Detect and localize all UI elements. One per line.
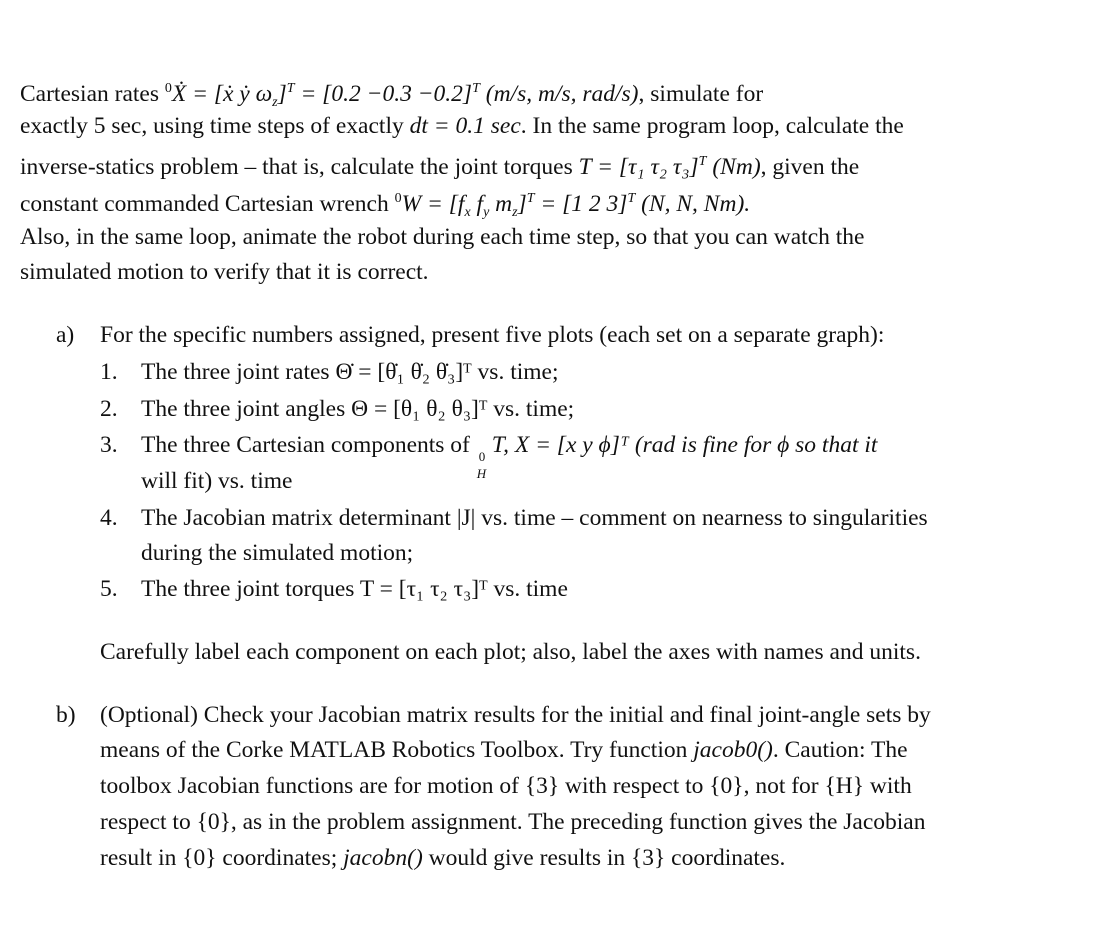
- bracket: ]: [517, 191, 527, 217]
- list-item-text: T, X = [x y ϕ]ᵀ (rad is fine for ϕ so that it: [491, 432, 878, 458]
- intro-text: inverse-statics problem – that is, calculate the joint torques: [20, 154, 579, 180]
- part-a-text: For the specific numbers assigned, present five plots (each set on a separate graph):: [100, 322, 885, 348]
- bracket: ]: [277, 81, 287, 107]
- list-item-jacobian: The Jacobian matrix determinant |J| vs. time – comment on nearness to singularities: [141, 505, 928, 531]
- subscript-z: z: [272, 95, 278, 110]
- part-b-text: result in {0} coordinates;: [100, 845, 344, 871]
- list-item-joint-angles: The three joint angles Θ = [θ₁ θ₂ θ₃]ᵀ vs. time;: [141, 396, 575, 422]
- part-b-line-3: toolbox Jacobian functions are for motion of {3} with respect to {0}, not for {H} with: [100, 773, 912, 799]
- transpose-sup: T: [286, 81, 295, 96]
- list-item-number: 4.: [100, 505, 118, 531]
- rate-vector: Ẋ = [ẋ ẏ ω: [171, 81, 273, 107]
- wrench-fy: f: [470, 191, 484, 217]
- rate-units: (m/s, m/s, rad/s): [479, 81, 639, 107]
- intro-text: . In the same program loop, calculate the: [520, 113, 904, 139]
- wrench-mz: m: [489, 191, 513, 217]
- part-b-text: . Caution: The: [772, 737, 908, 763]
- list-item-number: 3.: [100, 432, 118, 458]
- list-item-number: 2.: [100, 396, 118, 422]
- prescript-bottom: H: [476, 466, 487, 481]
- intro-text: constant commanded Cartesian wrench: [20, 191, 395, 217]
- intro-line-6: simulated motion to verify that it is correct.: [20, 259, 429, 285]
- transpose-sup: T: [526, 191, 535, 206]
- part-b-line-2: [100, 735, 908, 765]
- transpose-sup: T: [627, 191, 636, 206]
- transpose-sup: T: [472, 81, 480, 96]
- function-name: jacob0(): [693, 737, 773, 763]
- part-a-note: Carefully label each component on each plot; also, label the axes with names and units.: [100, 639, 921, 665]
- part-b-line-4: respect to {0}, as in the problem assignment. The preceding function gives the Jacobian: [100, 809, 926, 835]
- list-item-torques: The three joint torques T = [τ₁ τ₂ τ₃]ᵀ vs. time: [141, 576, 568, 602]
- rate-values: = [0.2 −0.3 −0.2]: [294, 81, 473, 107]
- intro-line-3: [20, 147, 859, 182]
- part-a-label: a): [56, 322, 75, 348]
- intro-line-2: [20, 111, 904, 141]
- subscript-x: x: [464, 205, 471, 220]
- intro-text: exactly 5 sec, using time steps of exactly: [20, 113, 410, 139]
- list-item-text: The three Cartesian components of: [141, 432, 476, 458]
- function-name: jacobn(): [343, 845, 423, 871]
- subscript-y: y: [483, 205, 490, 220]
- wrench-units: (N, N, Nm).: [635, 191, 751, 217]
- wrench-vector: W = [f: [401, 191, 465, 217]
- torque-vector: T = [τ₁ τ₂ τ₃]: [578, 154, 699, 180]
- prescript-top: 0: [478, 449, 486, 464]
- part-b-line-1: (Optional) Check your Jacobian matrix results for the initial and final joint-angle sets by: [100, 702, 931, 728]
- part-b-text: means of the Corke MATLAB Robotics Toolbox. Try function: [100, 737, 694, 763]
- wrench-values: = [1 2 3]: [534, 191, 628, 217]
- intro-text: , given the: [760, 154, 860, 180]
- part-b-text: would give results in {3} coordinates.: [422, 845, 786, 871]
- part-b-line-5: [100, 843, 785, 873]
- intro-text: , simulate for: [638, 81, 764, 107]
- list-item-number: 1.: [100, 359, 118, 385]
- intro-text: Cartesian rates: [20, 81, 165, 107]
- part-b-label: b): [56, 702, 76, 728]
- list-item-jacobian-cont: during the simulated motion;: [141, 540, 414, 566]
- frame-superscript: 0: [164, 81, 172, 96]
- torque-units: (Nm): [706, 154, 761, 180]
- subscript-z: z: [512, 205, 518, 220]
- list-item-joint-rates: The three joint rates Θ̇ = [θ̇₁ θ̇₂ θ̇₃]ᵀ vs. time;: [141, 359, 559, 385]
- time-step: dt = 0.1 sec: [409, 113, 521, 139]
- transpose-sup: T: [698, 154, 707, 169]
- frame-superscript: 0: [394, 191, 402, 206]
- intro-line-5: Also, in the same loop, animate the robot during each time step, so that you can watch the: [20, 224, 865, 250]
- list-item-cartesian-cont: will fit) vs. time: [141, 468, 293, 494]
- list-item-number: 5.: [100, 576, 118, 602]
